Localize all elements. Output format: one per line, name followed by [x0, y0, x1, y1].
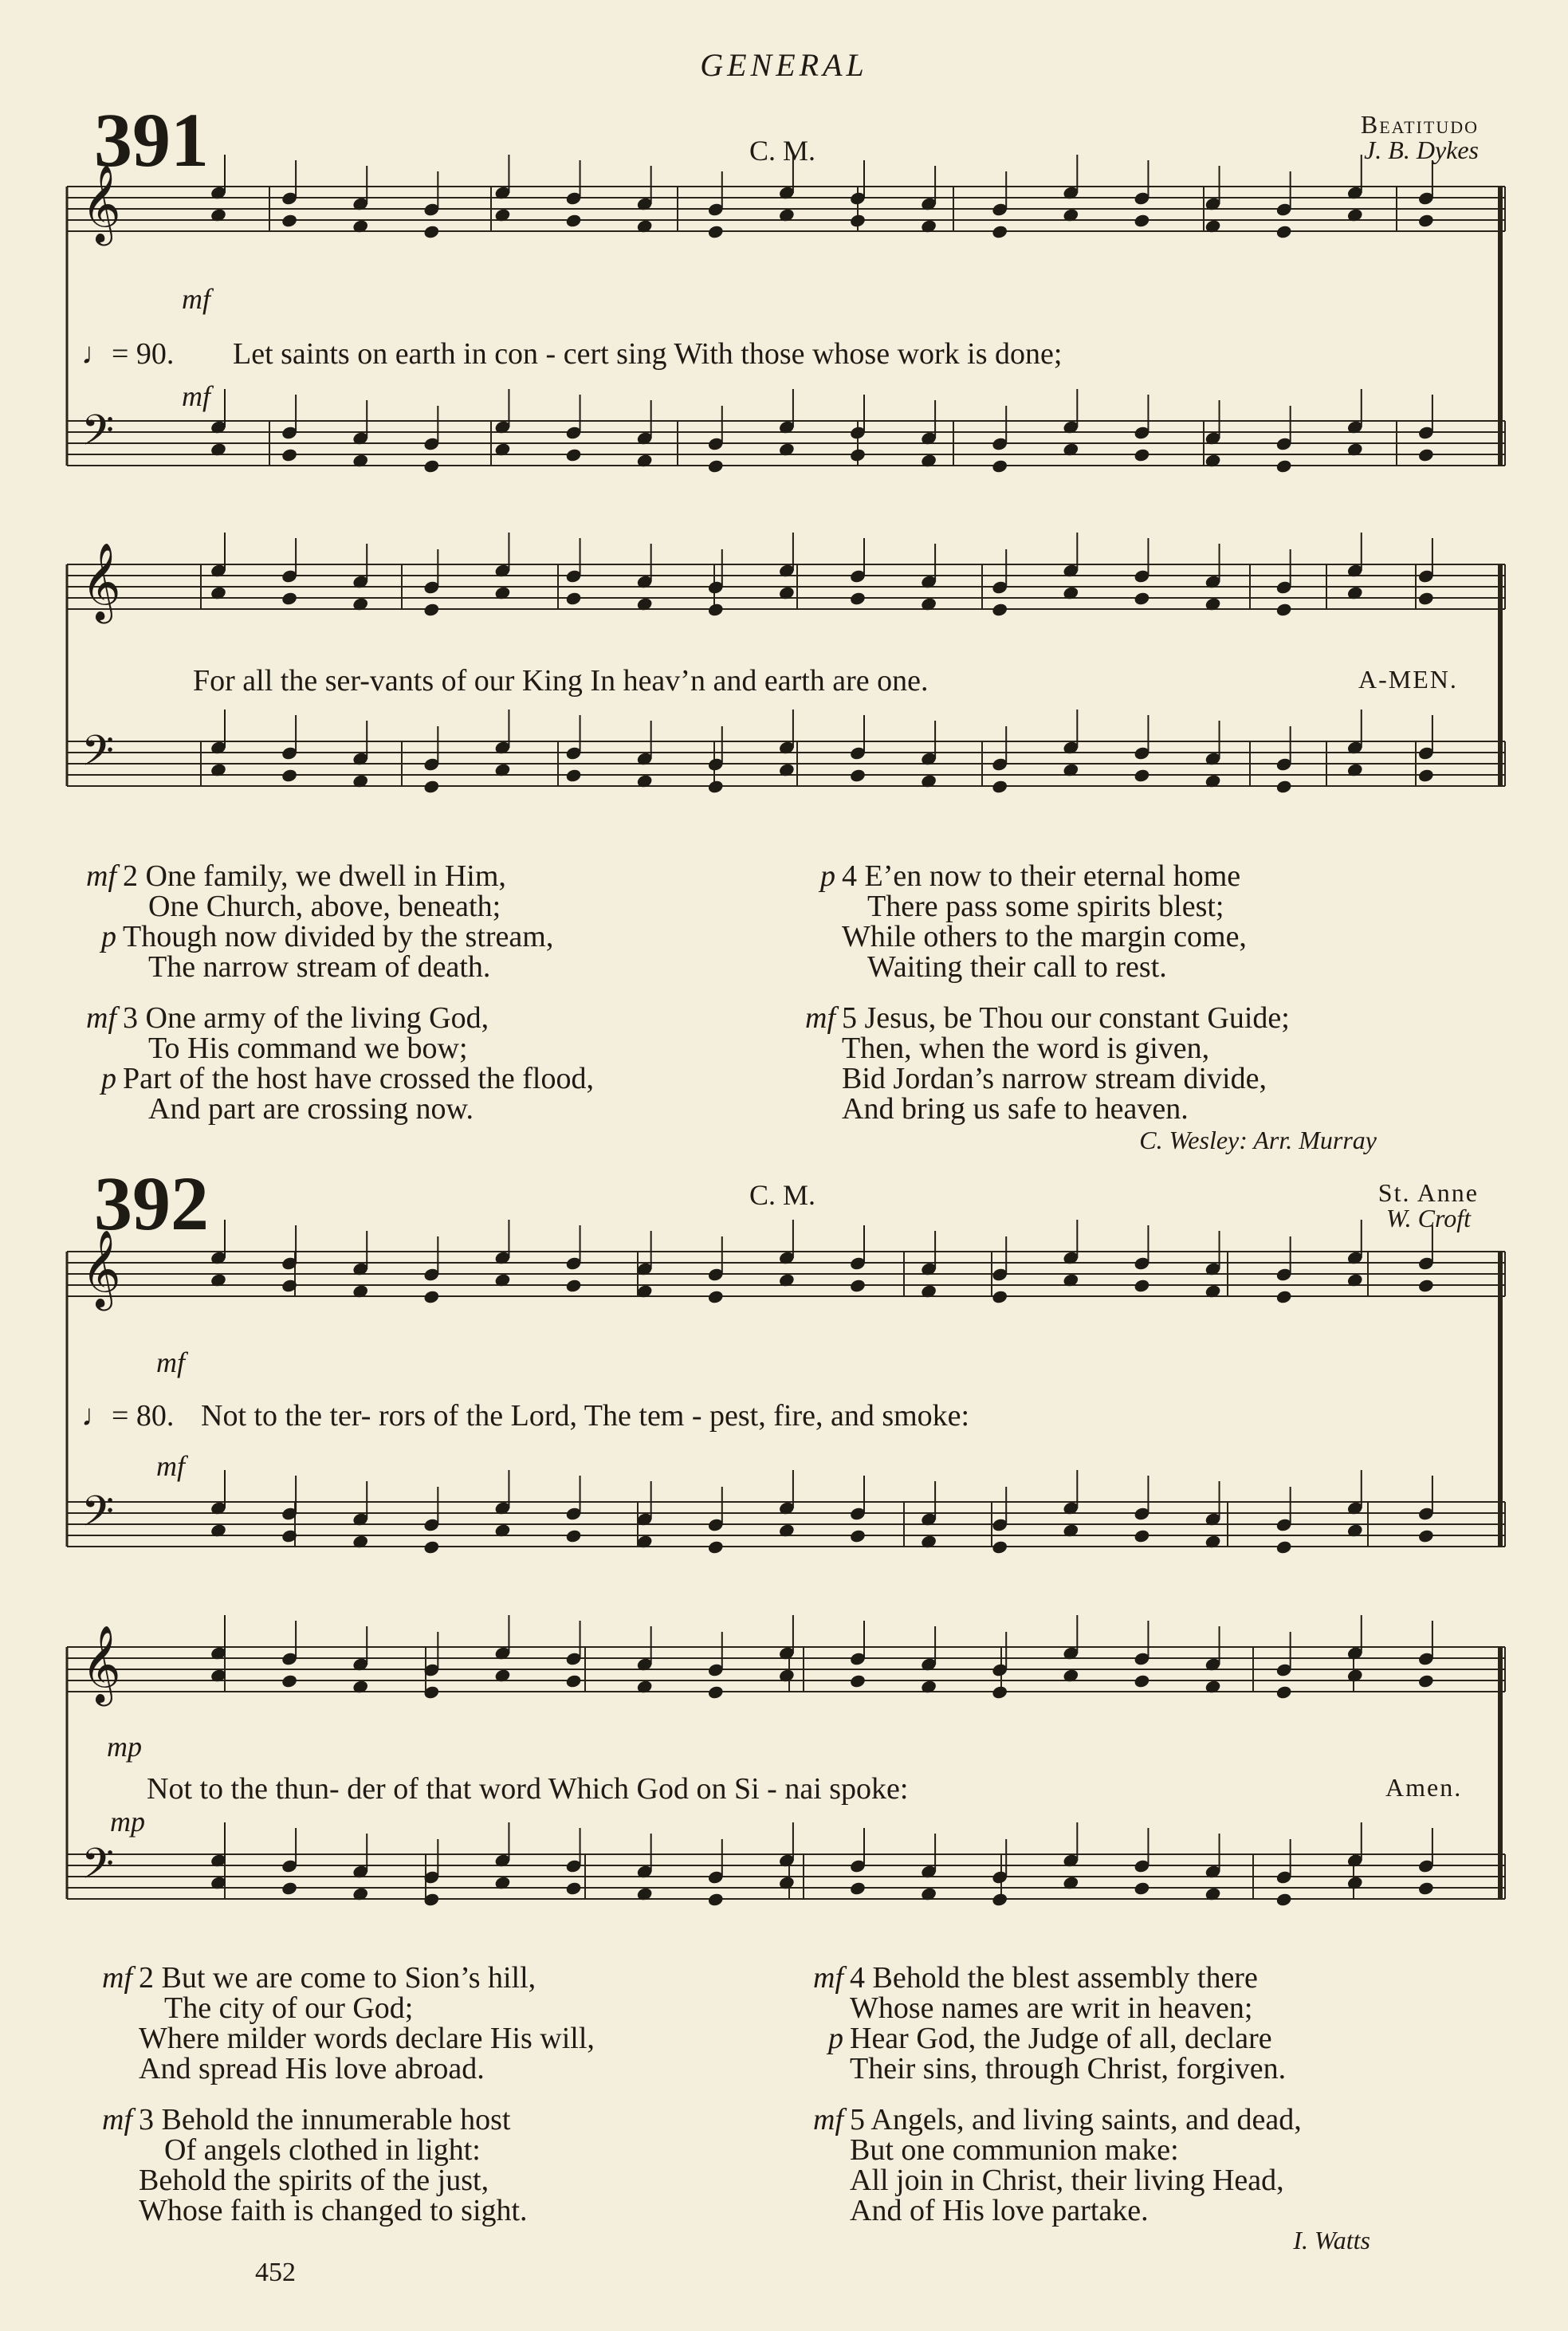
stanza-number: 3	[139, 2103, 154, 2136]
note-head	[849, 591, 867, 606]
stanza-line: Behold the spirits of the just,	[139, 2164, 489, 2197]
page-number: 452	[255, 2258, 296, 2287]
dynamic-marking: mf	[182, 283, 210, 315]
hymn-meter: C. M.	[749, 135, 816, 167]
note-head	[1134, 1673, 1151, 1688]
stanza-line: Whose faith is changed to sight.	[139, 2194, 528, 2227]
note-head	[1417, 447, 1435, 462]
stanza-line: Waiting their call to rest.	[867, 950, 1167, 984]
stanza-dynamic: mf	[813, 1961, 843, 1995]
note-head	[565, 1881, 583, 1896]
note-head	[1275, 779, 1293, 794]
note-head	[565, 1673, 583, 1688]
bass-clef: 𝄢	[81, 1840, 115, 1899]
note-head	[422, 779, 440, 794]
note-head	[422, 458, 440, 474]
note-head	[1134, 447, 1151, 462]
note-head	[991, 1289, 1008, 1304]
tempo-value: = 90.	[112, 337, 175, 371]
note-head	[1134, 1528, 1151, 1543]
note-head	[849, 1528, 867, 1543]
treble-clef: 𝄞	[81, 542, 121, 620]
stanza	[789, 861, 1247, 982]
note-head	[1134, 591, 1151, 606]
note-head	[565, 1278, 583, 1293]
stanza-number: 5	[850, 2103, 865, 2136]
note-head	[422, 224, 440, 239]
hymn-number: 392	[94, 1161, 209, 1246]
note-head	[1417, 213, 1435, 228]
note-head	[281, 447, 298, 462]
section-header: GENERAL	[700, 47, 868, 83]
stanza-line: Where milder words declare His will,	[139, 2022, 595, 2055]
note-head	[1417, 768, 1435, 783]
tune-name: Beatitudo	[1360, 110, 1479, 139]
note-head	[991, 1684, 1008, 1700]
treble-clef: 𝄞	[81, 1625, 121, 1703]
note-head	[991, 458, 1008, 474]
bass-clef: 𝄢	[81, 407, 115, 466]
hymn-meter: C. M.	[749, 1179, 816, 1211]
note-head	[849, 1881, 867, 1896]
note-head	[991, 1539, 1008, 1555]
stanza-line: To His command we bow;	[148, 1032, 468, 1065]
note-head	[1275, 1892, 1293, 1907]
attribution: I. Watts	[1293, 2226, 1370, 2254]
stanza	[86, 2105, 528, 2226]
dynamic-marking: mp	[107, 1731, 142, 1763]
note-head	[849, 1278, 867, 1293]
note-head	[1417, 1528, 1435, 1543]
stanza-number: 2	[123, 859, 138, 893]
note-head	[1275, 602, 1293, 617]
stanza-dynamic: mf	[813, 2103, 843, 2136]
stanza-line: The city of our God;	[164, 1991, 414, 2025]
note-head	[849, 1673, 867, 1688]
lyric-line: Not to the thun- der of that word Which God on Si - nai spoke:	[147, 1772, 909, 1806]
amen-text: Amen.	[1385, 1773, 1463, 1802]
composer: W. Croft	[1385, 1204, 1471, 1232]
note-head	[281, 591, 298, 606]
note-head	[1134, 1278, 1151, 1293]
tune-name: St. Anne	[1377, 1178, 1479, 1207]
stanza-dynamic: mf	[86, 1001, 116, 1035]
stanza-line: All join in Christ, their living Head,	[850, 2164, 1284, 2197]
lyric-line: Not to the ter- rors of the Lord, The tem - pest, fire, and smoke:	[201, 1399, 970, 1433]
stanza-dynamic: p	[828, 2022, 843, 2055]
stanza-line: Then, when the word is given,	[842, 1032, 1210, 1065]
note-head	[281, 768, 298, 783]
stanza-line: One family, we dwell in Him,	[145, 859, 506, 893]
tempo-marking: ♩= 80.	[81, 1399, 175, 1433]
stanza-dynamic: p	[101, 920, 116, 953]
stanza	[86, 1963, 595, 2084]
note-head	[707, 1289, 725, 1304]
note-head	[707, 1684, 725, 1700]
dynamic-marking: mf	[156, 1450, 185, 1482]
stanza-line: Bid Jordan’s narrow stream divide,	[842, 1062, 1267, 1095]
stanza-line: Though now divided by the stream,	[123, 920, 554, 953]
stanza-line: E’en now to their eternal home	[864, 859, 1241, 893]
stanza-line: There pass some spirits blest;	[867, 890, 1224, 923]
note-head	[991, 779, 1008, 794]
stanza	[789, 1003, 1290, 1124]
stanza-number: 3	[123, 1001, 138, 1035]
note-head	[707, 779, 725, 794]
bass-clef: 𝄢	[81, 727, 115, 786]
lyric-line: For all the ser-vants of our King In heav’n and earth are one.	[193, 664, 929, 698]
note-head	[707, 1892, 725, 1907]
dynamic-marking: mp	[110, 1806, 145, 1838]
tempo-value: = 80.	[112, 1399, 175, 1433]
note-head	[422, 602, 440, 617]
stanza	[797, 1963, 1286, 2084]
note-head	[281, 1673, 298, 1688]
stanza-line: And spread His love abroad.	[139, 2052, 485, 2085]
note-head	[1275, 1539, 1293, 1555]
note-head	[565, 768, 583, 783]
treble-clef: 𝄞	[81, 164, 121, 242]
stanza-line: Behold the blest assembly there	[872, 1961, 1258, 1995]
note-head	[1275, 1684, 1293, 1700]
note-head	[565, 447, 583, 462]
note-head	[1134, 1881, 1151, 1896]
lyric-line: Let saints on earth in con - cert sing With those whose work is done;	[233, 337, 1063, 371]
note-head	[991, 602, 1008, 617]
stanza	[70, 861, 553, 982]
note-head	[281, 213, 298, 228]
note-head	[565, 213, 583, 228]
dynamic-marking: mf	[182, 380, 210, 412]
note-head	[707, 224, 725, 239]
stanza-dynamic: mf	[86, 859, 116, 893]
stanza-line: Their sins, through Christ, forgiven.	[850, 2052, 1287, 2085]
note-head	[707, 1539, 725, 1555]
stanza-line: Whose names are writ in heaven;	[850, 1991, 1253, 2025]
stanza-line: And of His love partake.	[850, 2194, 1149, 2227]
note-head	[422, 1289, 440, 1304]
note-head	[1417, 1278, 1435, 1293]
note-head	[281, 1881, 298, 1896]
note-head	[991, 1892, 1008, 1907]
stanza-number: 2	[139, 1961, 154, 1995]
note-head	[1417, 591, 1435, 606]
dynamic-marking: mf	[156, 1346, 185, 1378]
stanza-number: 4	[842, 859, 857, 893]
stanza-dynamic: p	[101, 1062, 116, 1095]
note-head	[849, 213, 867, 228]
note-head	[1134, 213, 1151, 228]
note-head	[1275, 224, 1293, 239]
stanza-line: Behold the innumerable host	[161, 2103, 511, 2136]
stanza	[70, 1003, 594, 1124]
stanza-number: 5	[842, 1001, 857, 1035]
treble-clef: 𝄞	[81, 1229, 121, 1307]
stanza-line: But we are come to Sion’s hill,	[161, 1961, 536, 1995]
attribution: C. Wesley: Arr. Murray	[1139, 1126, 1377, 1154]
stanza-line: One Church, above, beneath;	[148, 890, 501, 923]
hymn-number: 391	[94, 97, 209, 183]
note-head	[565, 591, 583, 606]
stanza-line: Part of the host have crossed the flood,	[123, 1062, 594, 1095]
note-head	[1417, 1881, 1435, 1896]
stanza	[797, 2105, 1302, 2226]
note-head	[422, 1539, 440, 1555]
stanza-line: Hear God, the Judge of all, declare	[850, 2022, 1272, 2055]
note-head	[707, 458, 725, 474]
stanza-line: Angels, and living saints, and dead,	[870, 2103, 1302, 2136]
stanza-dynamic: p	[820, 859, 835, 893]
note-head	[1134, 768, 1151, 783]
note-head	[1275, 458, 1293, 474]
note-head	[991, 224, 1008, 239]
note-head	[849, 447, 867, 462]
stanza-line: And bring us safe to heaven.	[842, 1092, 1189, 1126]
stanza-line: And part are crossing now.	[148, 1092, 474, 1126]
stanza-dynamic: mf	[102, 2103, 132, 2136]
stanza-line: While others to the margin come,	[842, 920, 1247, 953]
stanza-dynamic: mf	[805, 1001, 835, 1035]
stanza-dynamic: mf	[102, 1961, 132, 1995]
note-head	[565, 1528, 583, 1543]
tempo-marking: ♩= 90.	[81, 337, 175, 371]
amen-text: A-MEN.	[1358, 665, 1458, 694]
note-head	[1275, 1289, 1293, 1304]
stanza-line: Jesus, be Thou our constant Guide;	[864, 1001, 1290, 1035]
composer: J. B. Dykes	[1364, 136, 1479, 164]
stanza-line: One army of the living God,	[145, 1001, 489, 1035]
bass-clef: 𝄢	[81, 1488, 115, 1547]
stanza-line: The narrow stream of death.	[148, 950, 491, 984]
note-head	[1417, 1673, 1435, 1688]
stanza-line: Of angels clothed in light:	[164, 2133, 481, 2167]
note-head	[707, 602, 725, 617]
stanza-number: 4	[850, 1961, 865, 1995]
note-head	[849, 768, 867, 783]
stanza-line: But one communion make:	[850, 2133, 1179, 2167]
